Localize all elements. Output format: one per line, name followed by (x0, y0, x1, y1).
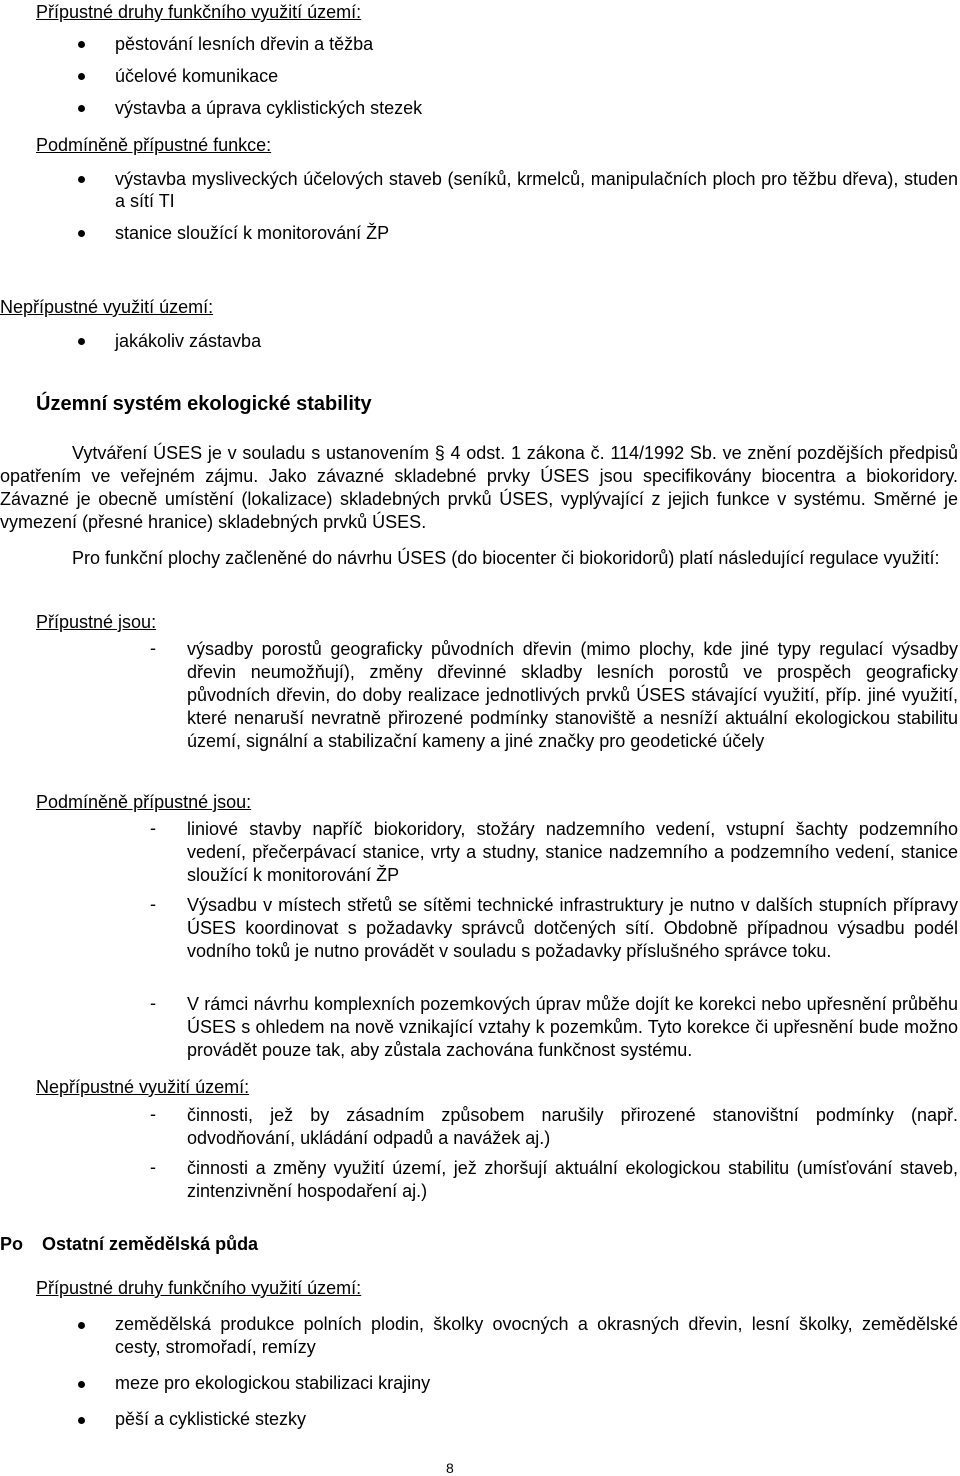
permissible-heading-top: Přípustné druhy funkčního využití území: (36, 2, 362, 22)
list-item: výsadby porostů geograficky původních dřevin (mimo plochy, kde jiné typy regulací výsadby dřevin neumožňují), změny dřevinné skladby lesních porostů ve prospěch geograficky původních dřevin, do doby realizace jednotlivých prvků ÚSES stávající využití, příp. jiné využití, které nenaruší nevratně přirozené podmínky stanoviště a nesníží aktuální ekologickou stabilitu území, signální a stabilizační kameny a jiné značky pro geodetické účely (187, 639, 958, 751)
bullet-icon (78, 1417, 85, 1424)
dash-marker: - (150, 1157, 156, 1177)
page-number: 8 (446, 1460, 454, 1476)
section-title-uses: Územní systém ekologické stability (36, 393, 372, 415)
uses-prohibited-heading: Nepřípustné využití území: (36, 1077, 250, 1097)
po-permissible-heading: Přípustné druhy funkčního využití území: (36, 1278, 362, 1298)
prohibited-heading-top: Nepřípustné využití území: (0, 297, 214, 317)
bullet-icon (78, 1381, 85, 1388)
list-item: pěší a cyklistické stezky (115, 1409, 307, 1429)
list-item: meze pro ekologickou stabilizaci krajiny (115, 1373, 431, 1393)
list-item: činnosti, jež by zásadním způsobem narušily přirozené stanovištní podmínky (např. odvodňování, ukládání odpadů a navážek aj.) (187, 1105, 958, 1148)
section-title-po: Ostatní zemědělská půda (42, 1234, 259, 1254)
dash-marker: - (150, 894, 156, 914)
bullet-icon (78, 176, 85, 183)
uses-permissible-heading: Přípustné jsou: (36, 612, 157, 632)
bullet-icon (78, 41, 85, 48)
dash-marker: - (150, 1104, 156, 1124)
bullet-icon (78, 1322, 85, 1329)
dash-marker: - (150, 818, 156, 838)
list-item: činnosti a změny využití území, jež zhoršují aktuální ekologickou stabilitu (umísťování staveb, zintenzivnění hospodaření aj.) (187, 1158, 958, 1201)
dash-marker: - (150, 993, 156, 1013)
uses-conditional-heading: Podmíněně přípustné jsou: (36, 792, 252, 812)
list-item: zemědělská produkce polních plodin, školky ovocných a okrasných dřevin, lesní školky, zemědělské cesty, stromořadí, remízy (115, 1314, 958, 1357)
section-code-po: Po (0, 1234, 24, 1254)
dash-marker: - (150, 638, 156, 658)
list-item: účelové komunikace (115, 66, 279, 86)
uses-paragraph-2: Pro funkční plochy začleněné do návrhu ÚSES (do biocenter či biokoridorů) platí následující regulace využití: (72, 548, 940, 568)
list-item: výstavba mysliveckých účelových staveb (seníků, krmelců, manipulačních ploch pro těžbu dřeva), studen a sítí TI (115, 169, 958, 211)
bullet-icon (78, 105, 85, 112)
list-item: výstavba a úprava cyklistických stezek (115, 98, 423, 118)
list-item: pěstování lesních dřevin a těžba (115, 34, 374, 54)
uses-paragraph-1: Vytváření ÚSES je v souladu s ustanovením § 4 odst. 1 zákona č. 114/1992 Sb. ve znění pozdějších předpisů opatřením ve veřejném zájmu. Jako závazné skladebné prvky ÚSES jsou specifikovány biocentra a biokoridory. Závazné je obecně umístění (lokalizace) skladebných prvků ÚSES, vyplývající z jejich funkce v systému. Směrné je vymezení (přesné hranice) skladebných prvků ÚSES. (0, 443, 958, 532)
bullet-icon (78, 230, 85, 237)
conditional-heading-top: Podmíněně přípustné funkce: (36, 135, 272, 155)
list-item: Výsadbu v místech střetů se sítěmi technické infrastruktury je nutno v dalších stupních přípravy ÚSES koordinovat s požadavky správců dotčených sítí. Obdobně případnou výsadbu podél vodního toků je nutno provádět v souladu s požadavky příslušného správce toku. (187, 895, 958, 961)
bullet-icon (78, 338, 85, 345)
list-item: liniové stavby napříč biokoridory, stožáry nadzemního vedení, vstupní šachty podzemního vedení, přečerpávací stanice, vrty a studny, stanice nadzemního a podzemního vedení, stanice sloužící k monitorování ŽP (187, 819, 958, 885)
list-item: jakákoliv zástavba (115, 331, 262, 351)
list-item: stanice sloužící k monitorování ŽP (115, 223, 390, 243)
list-item: V rámci návrhu komplexních pozemkových úprav může dojít ke korekci nebo upřesnění průběhu ÚSES s ohledem na nově vznikající vztahy k pozemkům. Tyto korekce či upřesnění bude možno provádět pouze tak, aby zůstala zachována funkčnost systému. (187, 994, 958, 1060)
bullet-icon (78, 73, 85, 80)
